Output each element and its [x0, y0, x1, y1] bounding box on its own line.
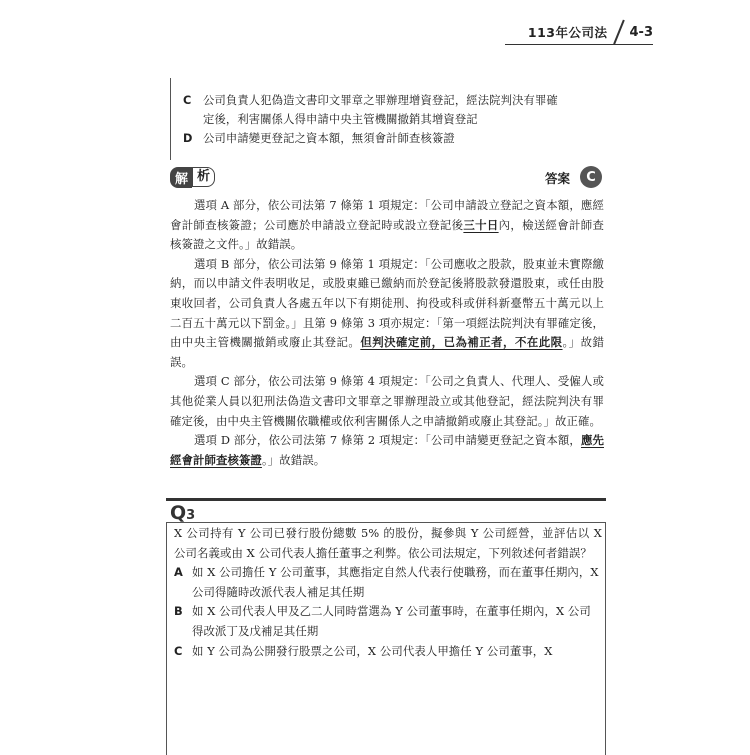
answer-label: 答案	[544, 171, 570, 186]
option-letter: D	[183, 132, 193, 145]
header-divider	[612, 21, 626, 43]
option-text: 如 X 公司擔任 Y 公司董事，其應指定自然人代表行使職務，而在董事任期內，X 公司得隨時改派代表人補足其任期	[192, 565, 599, 599]
analysis-paragraph	[170, 255, 604, 373]
option-d-line	[183, 130, 455, 148]
answer-badge: C	[580, 166, 602, 188]
page-number: 4-3	[629, 24, 653, 40]
paragraph-text: 。」故錯誤。	[261, 452, 326, 467]
emphasized-text: 三十日	[463, 217, 499, 232]
analysis-paragraph	[170, 196, 604, 255]
analysis-badge	[170, 166, 215, 188]
paragraph-text: 選項 A 部分，依公司法第 7 條第 1 項規定：「公司申請設立登記之資本額，應經會計師查核簽證；公司應於申請設立登記時或設立登記後	[170, 198, 604, 232]
question-label-number: 3	[186, 508, 196, 523]
paragraph-text: 選項 D 部分，依公司法第 7 條第 2 項規定：「公司申請變更登記之資本額，	[194, 433, 581, 448]
question-stem: X 公司持有 Y 公司已發行股份總數 5% 的股份，擬參與 Y 公司經營，並評估以 X 公司名義或由 X 公司代表人擔任董事之利弊。依公司法規定，下列敘述何者錯誤？	[174, 526, 602, 560]
question-label-letter: Q	[170, 502, 187, 524]
analysis-badge-part1: 解	[170, 167, 192, 188]
paragraph-text: 選項 C 部分，依公司法第 9 條第 4 項規定：「公司之負責人、代理人、受僱人或其他從業人員以犯刑法偽造文書印文罪章之罪辦理設立或其他登記，經法院判決有罪確定後，由中央主管機關依職權或依利害關係人之申請撤銷或廢止其登記。」故正確。	[170, 374, 604, 428]
question-label	[170, 502, 195, 524]
question-divider	[166, 498, 606, 501]
paragraph-text: 。」故錯誤。	[170, 335, 605, 369]
question-options	[174, 563, 602, 661]
option-c-text: 公司負責人犯偽造文書印文罪章之罪辦理增資登記，經法院判決有罪確	[203, 94, 558, 107]
question-option-c	[174, 642, 602, 662]
question-option-b	[174, 602, 602, 641]
question-option-a	[174, 563, 602, 602]
page-header	[505, 20, 653, 45]
option-letter: A	[174, 565, 183, 580]
option-text: 如 X 公司代表人甲及乙二人同時當選為 Y 公司董事時，在董事任期內，X 公司得改派丁及戊補足其任期	[192, 604, 591, 638]
analysis-paragraph	[170, 372, 604, 431]
emphasized-text: 應先經會計師查核簽證	[170, 433, 604, 467]
option-letter: C	[183, 94, 192, 107]
paragraph-text: 內，檢送經會計師查核簽證之文件。」故錯誤。	[170, 217, 604, 252]
option-letter: B	[174, 604, 183, 619]
q2-options-block	[170, 78, 601, 160]
running-title: 113年公司法	[527, 25, 608, 40]
emphasized-text: 但判決確定前，已為補正者，不在此限	[360, 335, 563, 350]
question-content	[174, 524, 602, 661]
analysis-body	[170, 196, 604, 470]
paragraph-text: 選項 B 部分，依公司法第 9 條第 1 項規定：「公司應收之股款，股東並未實際繳納，而以申請文件表明收足，或股東雖已繳納而於登記後將股款發還股東，或任由股東收回者，公司負責人各處五年以下有期徒刑、拘役或科或併科新臺幣五十萬元以上二百五十萬元以下罰金。」且第 9 條第 3 項亦規定：「第一項經法院判決有罪確定後，由中央主管機關撤銷或廢止其登記。	[170, 256, 604, 350]
analysis-header	[170, 166, 604, 192]
option-d-text: 公司申請變更登記之資本額，無須會計師查核簽證	[203, 132, 455, 145]
option-text: 如 Y 公司為公開發行股票之公司，X 公司代表人甲擔任 Y 公司董事，X	[192, 643, 553, 658]
option-letter: C	[174, 643, 183, 658]
option-c-line1	[183, 92, 558, 110]
analysis-paragraph	[170, 431, 604, 470]
analysis-badge-part2: 析	[192, 167, 215, 187]
option-c-line2: 定後，利害關係人得申請中央主管機關撤銷其增資登記	[203, 113, 478, 126]
